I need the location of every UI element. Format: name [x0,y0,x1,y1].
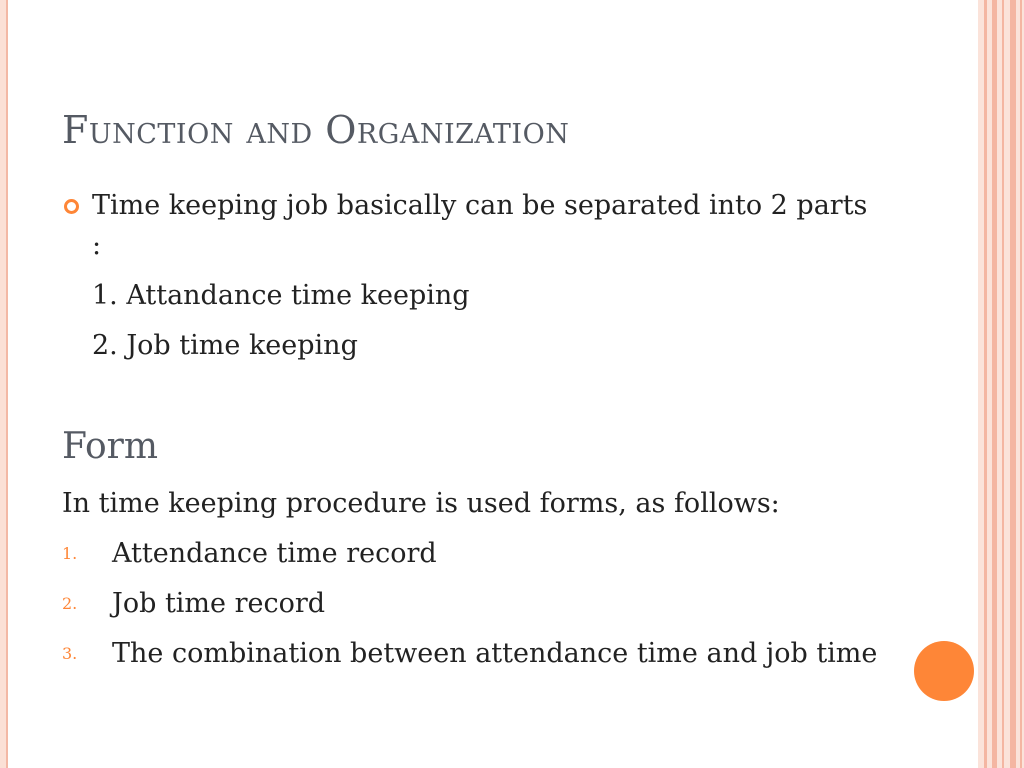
sub-item-job: 2. Job time keeping [92,330,358,361]
form-intro-text: In time keeping procedure is used forms, as follows: [62,488,780,519]
list-item [62,584,882,624]
list-item [62,634,882,674]
left-border-decoration [0,0,8,768]
sub-item-attendance: 1. Attandance time keeping [92,280,470,311]
list-number: 1. [62,544,78,563]
list-number: 3. [62,644,78,663]
bullet-item [62,186,882,266]
form-heading: Form [62,426,159,467]
list-item-text: The combination between attendance time and job time [112,638,878,669]
list-item [62,534,882,574]
border-stripe [1020,0,1022,768]
border-stripe [992,0,997,768]
list-item-text: Job time record [112,588,326,619]
bullet-text: Time keeping job basically can be separated into 2 parts : [92,190,868,261]
border-stripe [1010,0,1016,768]
ring-bullet-icon [64,199,79,214]
bullet-block [62,186,882,366]
slide-title: Function and Organization [62,108,570,152]
list-number: 2. [62,594,78,613]
right-border-decoration [978,0,1024,768]
border-stripe [984,0,987,768]
orange-circle-decoration [914,641,974,701]
form-list [62,534,882,684]
list-item-text: Attendance time record [112,538,437,569]
border-stripe [1002,0,1004,768]
